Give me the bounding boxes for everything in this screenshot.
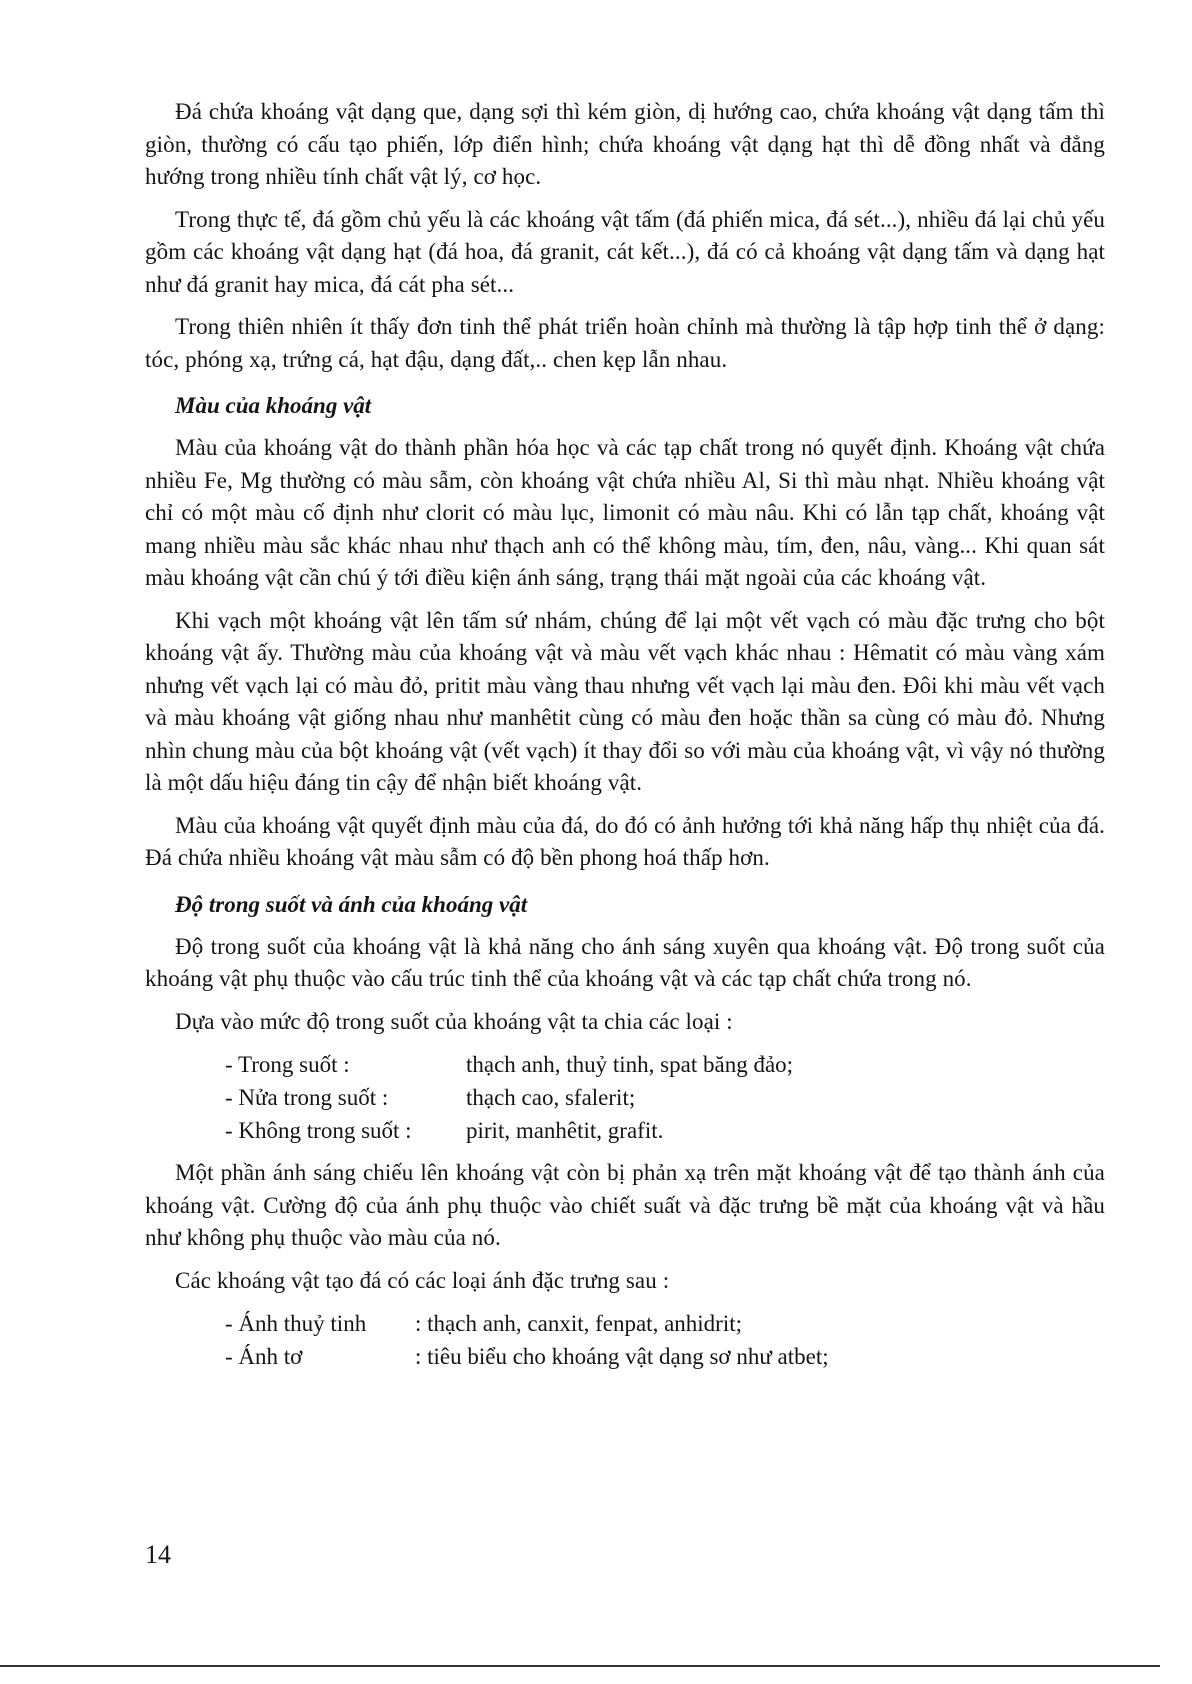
paragraph: Một phần ánh sáng chiếu lên khoáng vật còn bị phản xạ trên mặt khoáng vật để tạo thành ánh của khoáng vật. Cường độ của ánh phụ thuộc vào chiết suất và đặc trưng bề mặt của khoáng vật và hầu như không phụ thuộc vào màu của nó. [145,1160,1105,1250]
list-item [145,1114,1105,1147]
list-term: - Ánh tơ [225,1344,303,1369]
paragraph: Màu của khoáng vật do thành phần hóa học và các tạp chất trong nó quyết định. Khoáng vật chứa nhiều Fe, Mg thường có màu sẫm, còn khoáng vật chứa nhiều Al, Si thì màu nhạt. Nhiều khoáng vật chỉ có một màu cố định như clorit có màu lục, limonit có màu nâu. Khi có lẫn tạp chất, khoáng vật mang nhiều màu sắc khác nhau như thạch anh có thể không màu, tím, đen, nâu, vàng... Khi quan sát màu khoáng vật cần chú ý tới điều kiện ánh sáng, trạng thái mặt ngoài của các khoáng vật. [145,435,1105,590]
page-number: 14 [145,1540,171,1569]
page-content [145,96,1105,1383]
list-desc: thạch anh, thuỷ tinh, spat băng đảo; [466,1052,794,1077]
list-item [145,1340,1105,1373]
section-heading-color: Màu của khoáng vật [175,393,372,418]
transparency-list [145,1048,1105,1147]
bottom-rule [0,1665,1160,1667]
paragraph: Dựa vào mức độ trong suốt của khoáng vật ta chia các loại : [175,1008,733,1034]
section-heading-transparency: Độ trong suốt và ánh của khoáng vật [175,891,528,917]
list-term: - Trong suốt : [225,1052,350,1077]
paragraph: Các khoáng vật tạo đá có các loại ánh đặc trưng sau : [175,1267,670,1293]
list-item [145,1307,1105,1340]
paragraph: Đá chứa khoáng vật dạng que, dạng sợi thì kém giòn, dị hướng cao, chứa khoáng vật dạng tấm thì giòn, thường có cấu tạo phiến, lớp điển hình; chứa khoáng vật dạng hạt thì dễ đồng nhất và đẳng hướng trong nhiều tính chất vật lý, cơ học. [145,99,1105,189]
list-term: - Không trong suốt : [225,1118,412,1143]
paragraph: Khi vạch một khoáng vật lên tấm sứ nhám, chúng để lại một vết vạch có màu đặc trưng cho bột khoáng vật ấy. Thường màu của khoáng vật và màu vết vạch khác nhau : Hêmatit có màu vàng xám nhưng vết vạch lại có màu đỏ, pritit màu vàng thau nhưng vết vạch lại màu đen. Đôi khi màu vết vạch và màu khoáng vật giống nhau như manhêtit cùng có màu đen hoặc thần sa cùng có màu đỏ. Nhưng nhìn chung màu của bột khoáng vật (vết vạch) ít thay đổi so với màu của khoáng vật, vì vậy nó thường là một dấu hiệu đáng tin cậy để nhận biết khoáng vật. [145,607,1105,795]
list-desc: pirit, manhêtit, grafit. [466,1118,664,1143]
luster-list [145,1307,1105,1373]
list-item [145,1081,1105,1114]
paragraph: Độ trong suốt của khoáng vật là khả năng cho ánh sáng xuyên qua khoáng vật. Độ trong suốt của khoáng vật phụ thuộc vào cấu trúc tinh thể của khoáng vật và các tạp chất chứa trong nó. [145,933,1105,991]
paragraph: Trong thực tế, đá gồm chủ yếu là các khoáng vật tấm (đá phiến mica, đá sét...), nhiều đá lại chủ yếu gồm các khoáng vật dạng hạt (đá hoa, đá granit, cát kết...), đá có cả khoáng vật dạng tấm và dạng hạt như đá granit hay mica, đá cát pha sét... [145,206,1105,297]
list-term: - Ánh thuỷ tinh [225,1311,367,1336]
paragraph: Trong thiên nhiên ít thấy đơn tinh thể phát triển hoàn chỉnh mà thường là tập hợp tinh thể ở dạng: tóc, phóng xạ, trứng cá, hạt đậu, dạng đất,.. chen kẹp lẫn nhau. [145,314,1105,372]
list-desc: : tiêu biểu cho khoáng vật dạng sơ như atbet; [415,1344,829,1369]
list-desc: thạch cao, sfalerit; [466,1085,636,1110]
list-desc: : thạch anh, canxit, fenpat, anhidrit; [415,1311,742,1336]
list-item [145,1048,1105,1081]
paragraph: Màu của khoáng vật quyết định màu của đá, do đó có ảnh hưởng tới khả năng hấp thụ nhiệt của đá. Đá chứa nhiều khoáng vật màu sẫm có độ bền phong hoá thấp hơn. [145,812,1105,870]
list-term: - Nửa trong suốt : [225,1085,389,1110]
